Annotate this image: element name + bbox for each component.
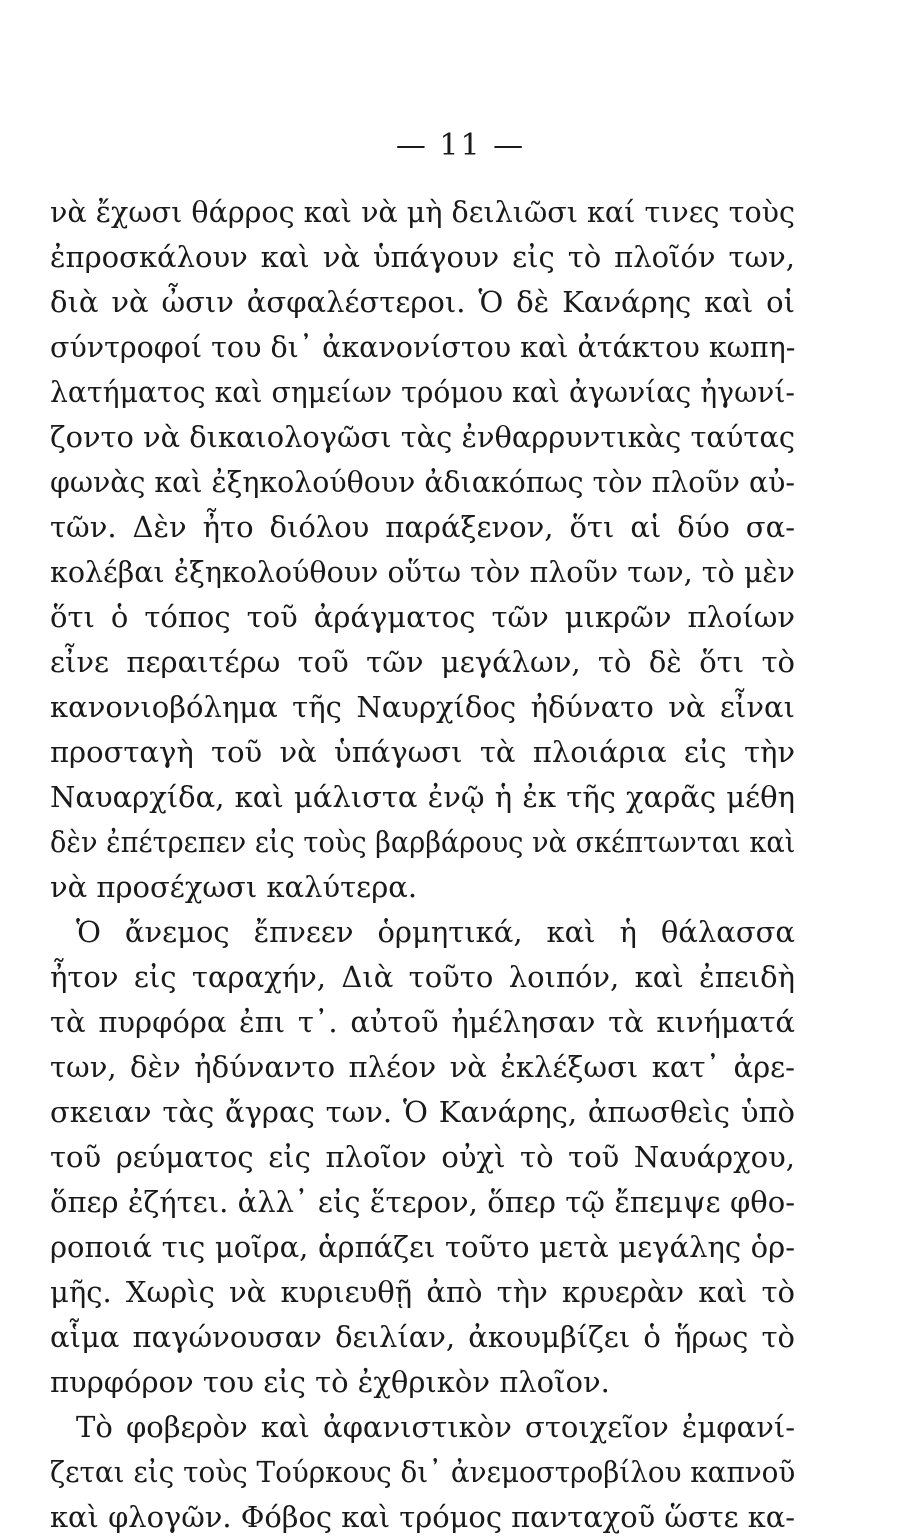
text-line: τοῦ ρεύματος εἰς πλοῖον οὐχὶ τὸ τοῦ Ναυάρχου, [50,1140,795,1174]
text-line: ἦτον εἰς ταραχήν, Διὰ τοῦτο λοιπόν, καὶ ἐπειδὴ [50,960,795,994]
text-line: ἐπροσκάλουν καὶ νὰ ὑπάγουν εἰς τὸ πλοῖόν των, [50,240,795,274]
text-line: ροποιά τις μοῖρα, ἁρπάζει τοῦτο μετὰ μεγάλης ὁρ- [50,1230,795,1264]
text-line: τῶν. Δὲν ἦτο διόλου παράξενον, ὅτι αἱ δύο σα- [50,510,795,544]
text-line: σύντροφοί του δι᾽ ἀκανονίστου καὶ ἀτάκτου κωπη- [50,330,796,364]
page-number: — 11 — [395,128,526,163]
text-line: καὶ φλογῶν. Φόβος καὶ τρόμος πανταχοῦ ὥστε κα- [50,1500,796,1534]
text-line: προσταγὴ τοῦ νὰ ὑπάγωσι τὰ πλοιάρια εἰς τὴν [50,735,795,769]
text-line: Τὸ φοβερὸν καὶ ἀφανιστικὸν στοιχεῖον ἐμφανί- [76,1410,795,1444]
text-line: κανονιοβόλημα τῆς Ναυρχίδος ἠδύνατο νὰ εἶναι [50,690,795,724]
text-line: πυρφόρον του εἰς τὸ ἐχθρικὸν πλοῖον. [50,1365,610,1399]
text-line: νὰ ἔχωσι θάρρος καὶ νὰ μὴ δειλιῶσι καί τινες τοὺς [50,195,795,229]
text-line: σκειαν τὰς ἄγρας των. Ὁ Κανάρης, ἀπωσθεὶς ὑπὸ [50,1095,795,1129]
text-line: εἶνε περαιτέρω τοῦ τῶν μεγάλων, τὸ δὲ ὅτι τὸ [50,645,795,679]
text-line: ὅπερ ἐζήτει. ἀλλ᾽ εἰς ἕτερον, ὅπερ τῷ ἔπεμψε φθο- [50,1185,795,1219]
text-line: λατήματος καὶ σημείων τρόμου καὶ ἀγωνίας ἠγωνί- [50,375,795,409]
text-line: κολέβαι ἐξηκολούθουν οὕτω τὸν πλοῦν των, τὸ μὲν [50,555,795,589]
text-line: διὰ νὰ ὦσιν ἀσφαλέστεροι. Ὁ δὲ Κανάρης καὶ οἱ [50,285,795,319]
text-line: Ναυαρχίδα, καὶ μάλιστα ἐνῷ ἡ ἐκ τῆς χαρᾶς μέθη [50,780,795,814]
text-line: μῆς. Χωρὶς νὰ κυριευθῇ ἀπὸ τὴν κρυερὰν καὶ τὸ [50,1275,795,1309]
text-line: τὰ πυρφόρα ἐπι τ᾽. αὐτοῦ ἠμέλησαν τὰ κινήματά [50,1005,795,1039]
text-line: των, δὲν ἠδύναντο πλέον νὰ ἐκλέξωσι κατ᾽ ἀρε- [50,1050,795,1084]
text-line: Ὁ ἄνεμος ἔπνεεν ὁρμητικά, καὶ ἡ θάλασσα [76,915,795,949]
text-line: ὅτι ὁ τόπος τοῦ ἀράγματος τῶν μικρῶν πλοίων [50,600,795,634]
text-line: δὲν ἐπέτρεπεν εἰς τοὺς βαρβάρους νὰ σκέπτωνται καὶ [50,825,796,859]
text-line: αἷμα παγώνουσαν δειλίαν, ἀκουμβίζει ὁ ἥρως τὸ [50,1320,795,1354]
body-text [50,190,795,1540]
text-line: φωνὰς καὶ ἐξηκολούθουν ἀδιακόπως τὸν πλοῦν αὐ- [50,465,796,499]
text-line: νὰ προσέχωσι καλύτερα. [50,870,418,904]
text-line: ζοντο νὰ δικαιολογῶσι τὰς ἐνθαρρυντικὰς ταύτας [50,420,796,454]
text-line: ζεται εἰς τοὺς Τούρκους δι᾽ ἀνεμοστροβίλου καπνοῦ [50,1455,796,1489]
